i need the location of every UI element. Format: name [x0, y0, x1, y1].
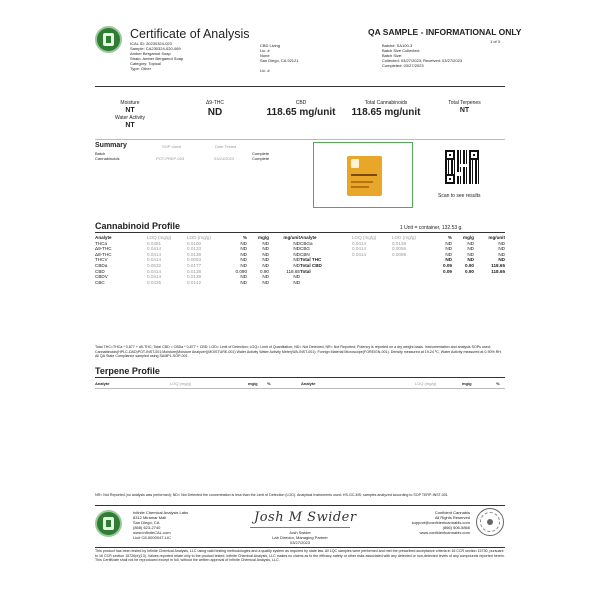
scan-caption: Scan to see results — [438, 193, 481, 199]
terpene-header-analyte-2: Analyte — [301, 381, 316, 386]
terpene-header-line — [95, 388, 505, 389]
cc-info: Confident Cannabis All Rights Reserved support@confidentcannabis.com (866) 506-5866 www.confidentcannabis.com — [411, 510, 470, 535]
terpene-title: Terpene Profile — [95, 366, 160, 376]
qa-sample-label: QA SAMPLE - INFORMATIONAL ONLY — [368, 27, 522, 37]
signatory: Josh Swider Lab Director, Managing Partner 03/27/2023 — [272, 530, 328, 545]
summary-date: 03/24/2023 — [214, 156, 235, 161]
table-row: THCa 0.0481 0.0160 ND ND ND — [95, 240, 300, 246]
header-divider — [95, 86, 505, 87]
lab-logo — [95, 26, 122, 53]
metric-total-cannabinoids: Total Cannabinoids 118.65 mg/unit — [351, 100, 421, 118]
table-row: CBD 0.0414 0.0138 0.090 0.90 118.65 — [95, 268, 300, 274]
terpene-note: NR= Not Reported (no analysis was performed); ND= Not Detected the concentration is less than the Limit of Detection (LOD). Analytical Instruments used: HS-GC-MS; samples analyzed according to SOP TERP-INST-001 — [95, 493, 448, 497]
summary-sop: POT-PREP-003 — [156, 156, 185, 161]
metrics-divider — [95, 139, 505, 140]
terpene-header-mgg: mg/g — [248, 381, 258, 386]
table-row: CBG 0.0414 0.0056 ND ND ND — [300, 246, 505, 252]
table-row: Total THC ND ND ND — [300, 257, 505, 263]
terpene-header-loq: LOQ (mg/g) — [170, 381, 192, 386]
sample-info: ICAL ID: 20230324-023 Sample: CA230324-020-069 Amber Bergamot Soap Strain: Amber Bergamot Soap Category: Topical Type: Other — [130, 41, 184, 71]
metric-moisture: Moisture NT Water Activity NT — [114, 100, 146, 129]
metric-d9-thc: Δ9-THC ND — [205, 100, 225, 118]
summary-row: Batch Cannabinoids — [95, 151, 120, 161]
cannabinoid-table-left: Analyte LOQ (mg/g) LOD (mg/g) % mg/g mg/unit THCa 0.0481 0.0160 ND ND ND Δ9-THC 0.0414 0.0133 ND ND ND Δ8-THC 0.0414 0.0138 ND ND ND THCV 0.0414 0.0053 ND ND ND CBDa 0.0532 0.0177 ND ND ND CBD 0.0414 0.0138 0.090 0.90 118.65 CBDV 0.0414 0.0138 ND ND ND CBC 0.0425 0.0142 ND ND ND — [95, 235, 300, 285]
table-row: Total CBD 0.09 0.90 118.65 — [300, 262, 505, 268]
lab-address: Infinite Chemical Analysis Labs 8312 Miramar Mall San Diego, CA (858) 623-2740 www.infiniteCAL.com Lic# C8-0000047-LIC — [133, 510, 189, 540]
metric-cbd: CBD 118.65 mg/unit — [266, 100, 336, 118]
qr-code[interactable] — [445, 150, 479, 184]
metric-total-terpenes: Total Terpenes NT — [448, 100, 481, 114]
cannabinoid-table-right: Analyte LOQ (mg/g) LOD (mg/g) % mg/g mg/unit CBGa 0.0414 0.0138 ND ND ND CBG 0.0414 0.0056 ND ND ND CBN 0.0414 0.0089 ND ND ND Total THC ND ND ND Total CBD 0.09 0.90 118.65 Total 0.09 0.90 118.65 — [300, 235, 505, 274]
table-row: CBC 0.0425 0.0142 ND ND ND — [95, 279, 300, 285]
table-row: Δ9-THC 0.0414 0.0133 ND ND ND — [95, 246, 300, 252]
cannabinoid-title: Cannabinoid Profile — [95, 221, 181, 231]
footer-divider — [95, 505, 505, 506]
signature: Josh M Swider — [254, 510, 357, 525]
terpene-header-pct: % — [267, 381, 271, 386]
terpene-header-pct-2: % — [496, 381, 500, 386]
batch-info: Batch#: SA100-3 Batch Size Collected: Batch Size: Collected: 03/27/2023; Received: 03/27/2023 Completed: 03/27/2023 — [382, 43, 463, 68]
summary-title: Summary — [95, 142, 127, 149]
summary-date-header: Date Tested — [215, 144, 237, 149]
disclaimer: This product has been tested by Infinite Chemical Analysis, LLC using valid testing methodologies and a quality system as required by state law. All LQC samples were performed and met the prescribed acceptance criteria in 16 CCR section 15730, pursuant to 16 CCR section 15726(e)(13). Values reported relate only to the product tested. Infinite Chemical Analysis, LLC makes no claims as to the efficacy, safety or other risks associated with any detected or non-detected levels of any compounds reported herein. This Certificate shall not be reproduced except in full, without the written approval of Infinite Chemical Analysis, LLC. — [95, 549, 505, 563]
confident-cannabis-seal — [476, 508, 504, 536]
cannabinoid-footnote: Total THC=THCa * 0.877 + d9-THC; Total CBD = CBDa * 0.877 + CBD; LOD= Limit of Detection; LOQ= Limit of Quantitation; ND= Not Detected; NR= Not Reported; Potency is reported on a dry weight basis. Instrumentation and analysis SOPs used: Cannabinoids(HPLC-DAD)POT-INST-001;Moisture(Moisture Analyzer)(MOISTURE-001) Water Activity Water Activity Meter(WA-INST-001); Foreign Material Microscope(FOREIGN-001). Density measured at 19-24 ºC, Water Activity measured at 0-90% RH. All QA State Compliance sampled using SAMPL-SOP-001. — [95, 345, 502, 359]
table-row: CBN 0.0414 0.0089 ND ND ND — [300, 251, 505, 257]
footer-lab-logo — [95, 510, 122, 537]
unit-note: 1 Unit = container, 132.53 g. — [400, 225, 463, 231]
client-info: CBD Living Lic. # None San Diego, CA 92121 Lic. # — [260, 43, 299, 73]
disclaimer-divider — [95, 547, 505, 548]
terpene-divider — [95, 377, 505, 378]
table-row: CBGa 0.0414 0.0138 ND ND ND — [300, 240, 505, 246]
terpene-header-mgg-2: mg/g — [462, 381, 472, 386]
table-row: CBDa 0.0532 0.0177 ND ND ND — [95, 262, 300, 268]
terpene-header-loq-2: LOQ (mg/g) — [415, 381, 437, 386]
table-row: Total 0.09 0.90 118.65 — [300, 268, 505, 274]
cannabinoid-divider — [95, 232, 505, 233]
table-row: CBDV 0.0414 0.0138 ND ND ND — [95, 274, 300, 280]
summary-sop-header: SOP Used — [162, 144, 181, 149]
table-row: Δ8-THC 0.0414 0.0138 ND ND ND — [95, 251, 300, 257]
signature-line — [250, 527, 350, 528]
page-number: 1 of 3 — [490, 39, 501, 44]
product-photo — [313, 142, 413, 208]
terpene-header-analyte: Analyte — [95, 381, 110, 386]
table-row: THCV 0.0414 0.0053 ND ND ND — [95, 257, 300, 263]
summary-status: Complete Complete — [252, 151, 270, 161]
document-title: Certificate of Analysis — [130, 27, 250, 41]
